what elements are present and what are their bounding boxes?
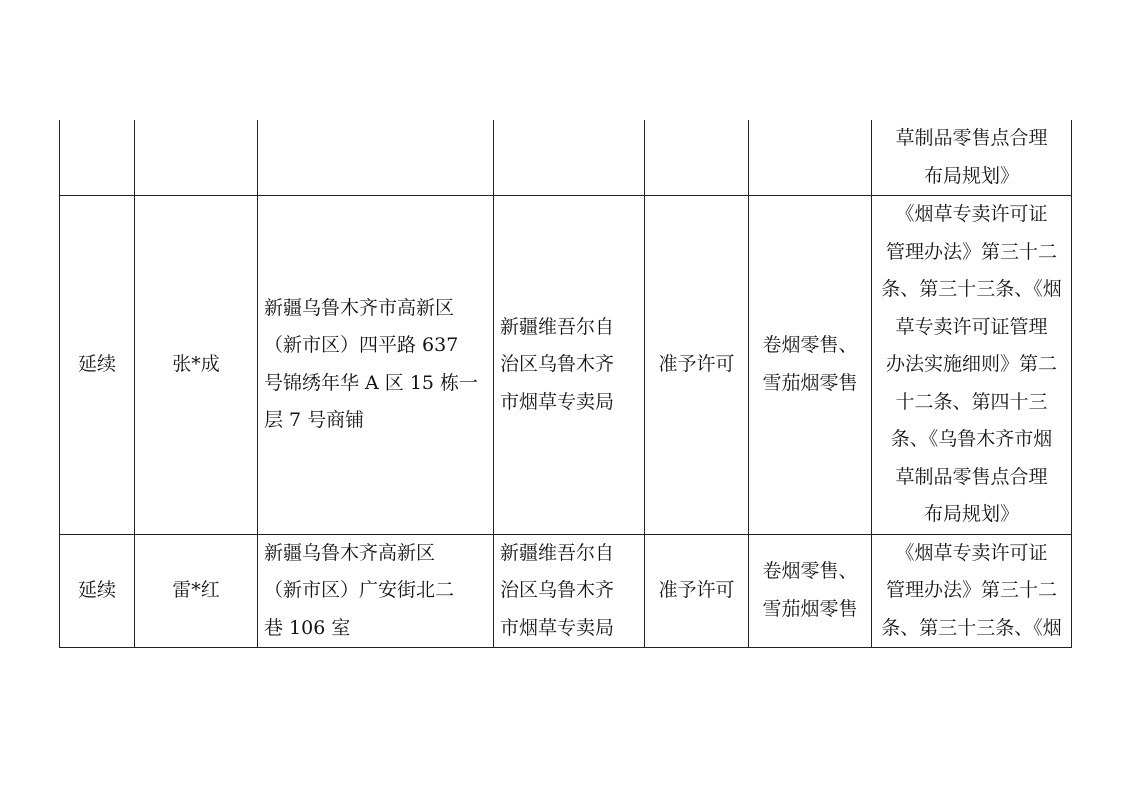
authority-line: 市烟草专卖局 <box>500 616 615 639</box>
address-cell <box>258 196 494 535</box>
decision-cell: 准予许可 <box>645 534 749 648</box>
scope-line: 卷烟零售、 <box>762 560 858 583</box>
address-line: 新疆乌鲁木齐市高新区 <box>264 296 455 319</box>
table-row <box>60 534 1072 648</box>
scope-cell <box>749 120 872 196</box>
scope-cell <box>749 196 872 535</box>
address-line: 号锦绣年华 A 区 15 栋一 <box>264 371 479 394</box>
action-type-cell: 延续 <box>60 196 135 535</box>
legal-basis-line: 布局规划》 <box>923 503 1019 525</box>
table-row <box>60 196 1072 535</box>
decision-cell: 准予许可 <box>645 196 749 535</box>
authority-cell <box>494 196 645 535</box>
legal-basis-line: 《烟草专卖许可证 <box>895 203 1048 225</box>
applicant-name-cell: 雷*红 <box>135 534 258 648</box>
legal-basis-line: 条、第三十三条、《烟 <box>881 616 1062 639</box>
address-line: （新市区）四平路 637 <box>264 334 459 357</box>
address-line: 层 7 号商铺 <box>264 409 365 432</box>
address-line: （新市区）广安街北二 <box>264 579 455 601</box>
legal-basis-line: 布局规划》 <box>923 164 1019 187</box>
action-type-cell: 延续 <box>60 534 135 648</box>
scope-line: 雪茄烟零售 <box>762 597 858 620</box>
authority-cell <box>494 120 645 196</box>
license-table <box>59 120 1072 648</box>
legal-basis-line: 《烟草专卖许可证 <box>895 541 1048 564</box>
authority-line: 治区乌鲁木齐 <box>500 353 615 375</box>
authority-line: 治区乌鲁木齐 <box>500 579 615 601</box>
scope-cell <box>749 534 872 648</box>
legal-basis-line: 管理办法》第三十二 <box>885 240 1057 263</box>
scope-line: 雪茄烟零售 <box>762 371 858 394</box>
legal-basis-line: 草专卖许可证管理 <box>895 315 1048 338</box>
scope-line: 卷烟零售、 <box>762 334 858 357</box>
legal-basis-line: 草制品零售点合理 <box>895 465 1048 488</box>
legal-basis-line: 管理办法》第三十二 <box>885 579 1057 601</box>
legal-basis-line: 办法实施细则》第二 <box>885 353 1057 375</box>
legal-basis-cell <box>872 120 1072 196</box>
applicant-name-cell: 张*成 <box>135 196 258 535</box>
authority-line: 新疆维吾尔自 <box>500 315 615 338</box>
action-type-cell <box>60 120 135 196</box>
address-line: 新疆乌鲁木齐高新区 <box>264 541 436 564</box>
address-cell <box>258 534 494 648</box>
authority-line: 新疆维吾尔自 <box>500 541 615 564</box>
applicant-name-cell <box>135 120 258 196</box>
authority-line: 市烟草专卖局 <box>500 390 615 413</box>
legal-basis-line: 草制品零售点合理 <box>895 127 1048 149</box>
legal-basis-line: 十二条、第四十三 <box>895 390 1048 413</box>
legal-basis-cell <box>872 534 1072 648</box>
address-cell <box>258 120 494 196</box>
authority-cell <box>494 534 645 648</box>
table-row <box>60 120 1072 196</box>
decision-cell <box>645 120 749 196</box>
address-line: 巷 106 室 <box>264 616 351 639</box>
legal-basis-line: 条、《乌鲁木齐市烟 <box>890 428 1053 450</box>
legal-basis-line: 条、第三十三条、《烟 <box>881 278 1062 300</box>
legal-basis-cell <box>872 196 1072 535</box>
